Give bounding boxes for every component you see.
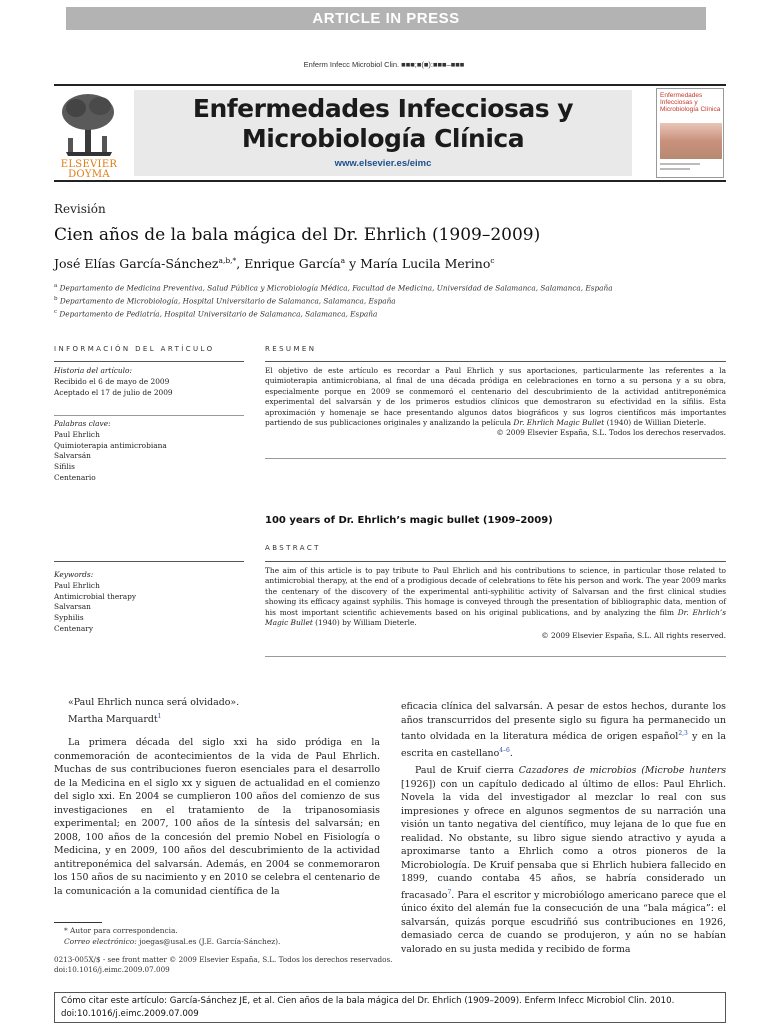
section-label: Revisión [54, 202, 106, 216]
abstract-body-end: (1940) by William Dieterle. [312, 618, 417, 628]
journal-title-line2: Microbiología Clínica [241, 124, 525, 153]
article-info-heading: INFORMACIÓN DEL ARTÍCULO [54, 345, 215, 353]
keyword: Syphilis [54, 613, 84, 623]
keyword: Salvarsan [54, 602, 91, 612]
divider [54, 415, 244, 416]
publication-info [54, 955, 392, 975]
resumen-text [265, 366, 726, 439]
journal-cover-thumbnail [656, 88, 724, 178]
journal-masthead [54, 84, 726, 184]
keywords-label-en: Keywords: [54, 570, 94, 579]
journal-title-line1: Enfermedades Infecciosas y [192, 94, 574, 123]
epigraph-author [54, 710, 380, 727]
affiliations [54, 281, 613, 320]
book-title: Cazadores de microbios (Microbe hunters [518, 765, 727, 777]
accepted-date: Aceptado el 17 de julio de 2009 [54, 387, 173, 397]
citation-box: Cómo citar este artículo: García-Sánchez JE, et al. Cien años de la bala mágica del Dr. Ehrlich (1909–2009). Enferm Infecc Microbiol Clin. 2010. doi:10.1016/j.eimc.2009.07.009 [54, 992, 726, 1023]
masthead-rule-bottom [54, 180, 726, 182]
english-title: 100 years of Dr. Ehrlich’s magic bullet (1909–2009) [265, 515, 553, 526]
reference-link[interactable]: 1 [157, 712, 162, 720]
author-affiliation-marker: c [490, 256, 495, 265]
body-text: [1926]) con un capítulo dedicado al último de ellos: Paul Ehrlich. Novela la vida del investigador al mezclar lo real con sus impresiones y ofrece en algunos segmentos de su narración una visión un tanto negativa del científico, muy lejana de lo que fue en realidad. No obstante, su libro sigue siendo atractivo y ayuda a aproximarse tanto a Ehrlich como a otros pioneros de la Microbiología. De Kruif pensaba que si Ehrlich hubiera fallecido en 1899, cuando contaba 45 años, se habría considerado un fracasado [401, 778, 726, 901]
history-label: Historia del artículo: [54, 366, 132, 375]
reference-link[interactable]: 4–6 [499, 746, 510, 754]
epigraph-quote: «Paul Ehrlich nunca será olvidado». [68, 697, 240, 708]
corresponding-author-note: * Autor para correspondencia. [64, 926, 178, 935]
body-paragraph [401, 700, 726, 760]
reference-link[interactable]: 2,3 [678, 730, 688, 737]
quote-author: Martha Marquardt [68, 713, 158, 725]
tree-icon [58, 90, 120, 158]
author-affiliation-marker: a,b,* [218, 256, 237, 265]
keyword: Paul Ehrlich [54, 580, 100, 590]
article-in-press-banner: ARTICLE IN PRESS [66, 7, 706, 30]
author-name: María Lucila Merino [360, 256, 491, 272]
journal-url-link[interactable]: www.elsevier.es/eimc [334, 158, 432, 169]
body-text: . [509, 747, 513, 759]
body-text: Paul de Kruif cierra [415, 765, 519, 777]
author-name: José Elías García-Sánchez [54, 256, 219, 272]
resumen-copyright: © 2009 Elsevier España, S.L. Todos los derechos reservados. [496, 428, 726, 438]
abstract-body: The aim of this article is to pay tribute to Paul Ehrlich and his contributions to science, in particular those related to antimicrobial therapy, at the end of a prodigious decade of celebrations to fête his person and work. The year 2009 marks the centenary of the discovery of the experimental anti-syphilitic activity of Salvarsan and the first clinical studies showing its efficacy against syphilis. This homage is conveyed through the presentation of bibliographic data, mention of his most important scientific achievements based on his original publications, and by analyzing the film [265, 566, 726, 617]
body-paragraph [401, 764, 726, 956]
author-name: Enrique García [244, 256, 341, 272]
journal-title-box [134, 90, 632, 176]
publisher-name-2: DOYMA [68, 169, 110, 180]
keyword: Quimioterapia antimicrobiana [54, 440, 167, 450]
body-column-right [401, 700, 726, 956]
doi-line[interactable]: doi:10.1016/j.eimc.2009.07.009 [54, 965, 170, 974]
article-title: Cien años de la bala mágica del Dr. Ehrlich (1909–2009) [54, 225, 541, 245]
keywords-label: Palabras clave: [54, 419, 111, 428]
journal-reference: Enferm Infecc Microbiol Clin. ■■■;■(■):■■■–■■■ [303, 60, 465, 69]
keyword: Sífilis [54, 462, 75, 472]
film-title-en: Dr. Ehrlich’s Magic Bullet [265, 607, 726, 628]
keywords-es [54, 419, 167, 484]
email-note [64, 937, 280, 946]
affiliation: $^b$ Departamento de Microbiología, Hospital Universitario de Salamanca, Salamanca, España [54, 295, 396, 306]
body-text: y en la escrita en castellano [401, 731, 726, 759]
reference-link[interactable]: 7 [447, 888, 452, 896]
cover-line [660, 168, 690, 170]
body-text: . Para el escritor y microbiólogo americano parece que el único éxito del alemán fue la consecución de una “bala mágica”: el salvarsán, quizás porque escudriñó sus contribuciones en 1926, demasiado cerca de cuando se produjeron, y aún no se habían valorado en su justa medida y recibido de forma [401, 889, 726, 955]
abstract-heading: ABSTRACT [265, 544, 321, 552]
publisher-name-1: ELSEVIER [60, 159, 118, 170]
cover-image [660, 123, 722, 159]
resumen-body: El objetivo de este artículo es recordar a Paul Ehrlich y sus aportaciones, particularmente las referentes a la quimioterapia antimicrobiana, al final de una década pródiga en celebraciones en torno a su persona y a su obra, especialmente porque en 2009 se conmemoró el centenario del descubrimiento de la actividad antitreponémica experimental del salvarsán y de los primeros estudios clínicos que demostraron su efectividad en la sífilis. Esta aproximación y homenaje se hace presentando algunos datos biográficos y sus logros científicos más importantes partiendo de sus publicaciones originales y analizando la película [265, 366, 726, 428]
keyword: Centenary [54, 623, 94, 633]
elsevier-logo [54, 90, 124, 178]
body-text: eficacia clínica del salvarsán. A pesar de estos hechos, durante los años transcurridos del presente siglo su figura ha permanecido un tanto olvidada en la literatura médica de origen español [401, 701, 726, 743]
resumen-body-end: (1940) de Willian Dieterle. [604, 418, 707, 428]
article-history [54, 366, 173, 398]
keyword: Salvarsán [54, 451, 91, 461]
issn-line: 0213-005X/$ - see front matter © 2009 Elsevier España, S.L. Todos los derechos reservados. [54, 955, 393, 964]
footnote-rule [54, 922, 102, 923]
keyword: Centenario [54, 472, 96, 482]
divider [265, 458, 726, 459]
affiliation: $^c$ Departamento de Pediatría, Hospital Universitario de Salamanca, Salamanca, España [54, 308, 378, 319]
resumen-heading: RESUMEN [265, 345, 317, 353]
abstract-text [265, 566, 726, 642]
cover-title: Enfermedades Infecciosas y Microbiología Clínica [660, 92, 721, 113]
email-label: Correo electrónico: [64, 937, 137, 946]
abstract-copyright: © 2009 Elsevier España, S.L. All rights reserved. [541, 631, 726, 641]
divider [54, 361, 244, 362]
keyword: Paul Ehrlich [54, 429, 100, 439]
affiliation: $^a$ Departamento de Medicina Preventiva, Salud Pública y Microbiología Médica, Facultad de Medicina, Universidad de Salamanca, Salamanca, España [54, 283, 613, 293]
email-address[interactable]: joegas@usal.es (J.E. García-Sánchez). [136, 937, 281, 946]
keywords-en [54, 570, 136, 635]
masthead-rule-top [54, 84, 726, 86]
divider [265, 561, 726, 562]
body-column-left [54, 696, 380, 898]
divider [54, 561, 244, 562]
film-title: Dr. Ehrlich Magic Bullet [513, 418, 605, 428]
author-list: José Elías García-Sánchez$^{a,b,*}$, Enrique García$^a$ y María Lucila Merino$^c$ [54, 256, 495, 272]
cover-line [660, 163, 700, 165]
keyword: Antimicrobial therapy [54, 591, 137, 601]
received-date: Recibido el 6 de mayo de 2009 [54, 376, 170, 386]
divider [265, 361, 726, 362]
author-affiliation-marker: a [340, 256, 346, 265]
divider [265, 656, 726, 657]
body-paragraph: La primera década del siglo xxi ha sido pródiga en la conmemoración de acontecimientos de la vida de Paul Ehrlich. Muchas de sus contribuciones fueron esenciales para el desarrollo de la Medicina en el siglo xx y siguen de actualidad en el comienzo del siglo xxi. En 2004 se cumplieron 100 años del comienzo de sus investigaciones en el tratamiento de la tripanosomiasis experimental; en 2007, 100 años de la síntesis del salvarsán; en 2008, 100 años de la concesión del premio Nobel en Fisiología o Medicina, y en 2009, 100 años del descubrimiento de la actividad antitreponémica del salvarsán. Además, en 2004 se conmemoraron los 150 años de su nacimiento y en 2010 se celebra el centenario de la comunicación a la comunidad científica de la [54, 737, 380, 897]
